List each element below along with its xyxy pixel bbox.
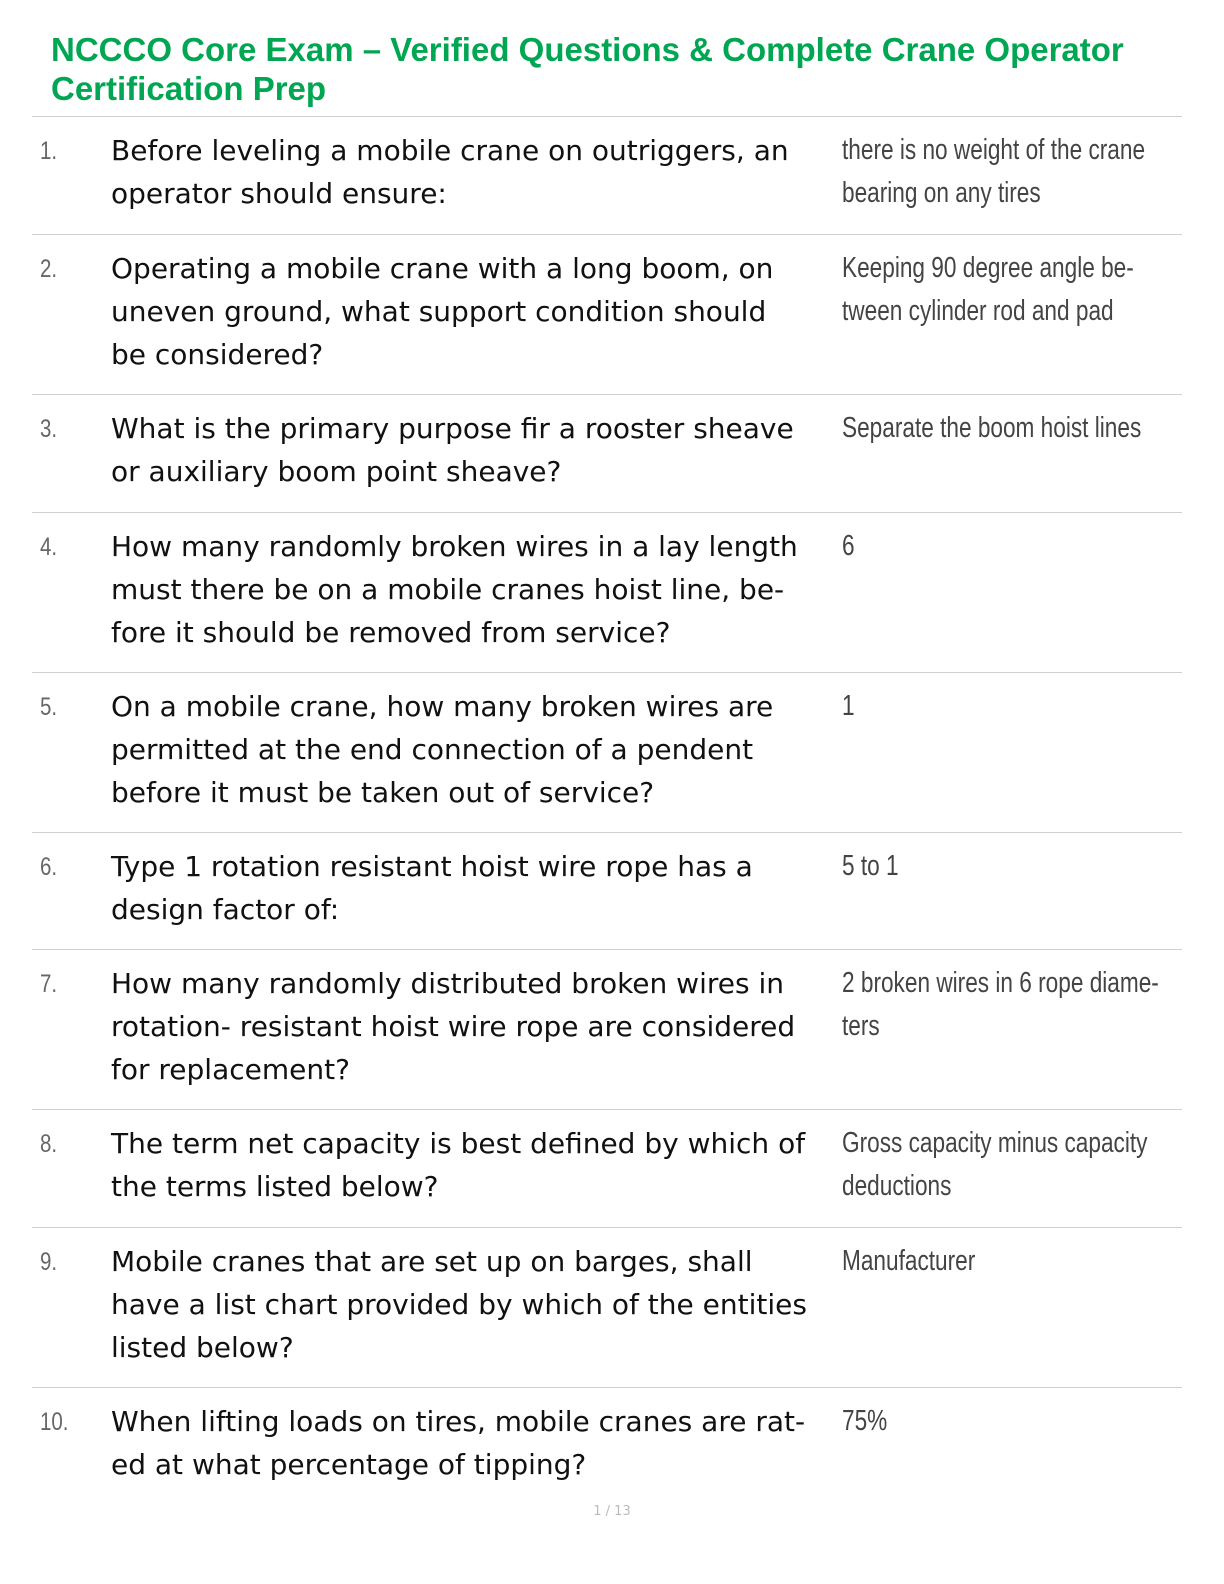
answer-line: ters xyxy=(842,1010,880,1042)
answer-line: there is no weight of the crane xyxy=(842,134,1146,166)
question-row xyxy=(32,672,1182,832)
question-line: Operating a mobile crane with a long boom, on xyxy=(111,252,774,285)
question-text xyxy=(111,1240,841,1369)
answer-line: deductions xyxy=(842,1170,952,1202)
question-line: What is the primary purpose fir a rooster sheave xyxy=(111,412,794,445)
answer-line: Gross capacity minus capacity xyxy=(842,1127,1148,1159)
question-text xyxy=(111,525,841,654)
question-row xyxy=(32,832,1182,949)
question-row xyxy=(32,1109,1182,1227)
page-title xyxy=(51,30,1216,108)
question-row xyxy=(32,512,1182,672)
question-list xyxy=(32,116,1182,1497)
question-text xyxy=(111,845,841,931)
answer-text xyxy=(842,525,1107,568)
question-line: the terms listed below? xyxy=(111,1170,439,1203)
question-line: How many randomly broken wires in a lay length xyxy=(111,530,798,563)
answer-line: 75% xyxy=(842,1405,888,1437)
question-line: On a mobile crane, how many broken wires are xyxy=(111,690,774,723)
answer-line: 5 to 1 xyxy=(842,850,899,882)
answer-text xyxy=(842,845,1107,888)
question-line: Mobile cranes that are set up on barges, shall xyxy=(111,1245,753,1278)
question-number: 9. xyxy=(40,1248,58,1276)
question-line: before it must be taken out of service? xyxy=(111,776,655,809)
question-number: 10. xyxy=(40,1408,69,1436)
question-line: When lifting loads on tires, mobile cranes are rat- xyxy=(111,1405,806,1438)
answer-line: 6 xyxy=(842,530,855,562)
question-line: be considered? xyxy=(111,338,324,371)
answer-line: Manufacturer xyxy=(842,1245,976,1277)
question-text xyxy=(111,407,841,493)
question-line: uneven ground, what support condition should xyxy=(111,295,767,328)
question-text xyxy=(111,962,841,1091)
answer-text xyxy=(842,247,1134,333)
question-line: have a list chart provided by which of the entities xyxy=(111,1288,807,1321)
answer-text xyxy=(842,962,1159,1048)
answer-line: Keeping 90 degree angle be- xyxy=(842,252,1134,284)
question-text xyxy=(111,685,841,814)
question-line: rotation- resistant hoist wire rope are considered xyxy=(111,1010,796,1043)
question-number: 2. xyxy=(40,255,58,283)
answer-text xyxy=(842,129,1146,215)
question-line: for replacement? xyxy=(111,1053,350,1086)
answer-line: Separate the boom hoist lines xyxy=(842,412,1142,444)
question-text xyxy=(111,129,841,215)
question-text xyxy=(111,1400,841,1486)
answer-line: bearing on any tires xyxy=(842,177,1041,209)
answer-line: 1 xyxy=(842,690,855,722)
question-row xyxy=(32,1387,1182,1497)
title-line-2: Certification Prep xyxy=(51,70,327,107)
answer-text xyxy=(842,1400,1107,1443)
question-number: 3. xyxy=(40,415,58,443)
answer-text xyxy=(842,1122,1148,1208)
question-number: 4. xyxy=(40,533,58,561)
question-row xyxy=(32,234,1182,394)
answer-text xyxy=(842,685,1107,728)
question-number: 1. xyxy=(40,137,58,165)
question-line: Type 1 rotation resistant hoist wire rope has a xyxy=(111,850,753,883)
question-line: fore it should be removed from service? xyxy=(111,616,671,649)
question-number: 8. xyxy=(40,1130,58,1158)
answer-line: 2 broken wires in 6 rope diame- xyxy=(842,967,1159,999)
question-text xyxy=(111,1122,841,1208)
question-row xyxy=(32,116,1182,234)
page-number: 1 / 13 xyxy=(593,1504,631,1519)
question-number: 6. xyxy=(40,853,58,881)
answer-line: tween cylinder rod and pad xyxy=(842,295,1114,327)
question-line: Before leveling a mobile crane on outriggers, an xyxy=(111,134,789,167)
question-line: The term net capacity is best defined by which of xyxy=(111,1127,806,1160)
question-line: or auxiliary boom point sheave? xyxy=(111,455,562,488)
question-line: must there be on a mobile cranes hoist line, be- xyxy=(111,573,785,606)
question-line: permitted at the end connection of a pendent xyxy=(111,733,754,766)
question-line: design factor of: xyxy=(111,893,340,926)
answer-text xyxy=(842,1240,1107,1283)
question-row xyxy=(32,949,1182,1109)
question-row xyxy=(32,394,1182,512)
question-line: listed below? xyxy=(111,1331,294,1364)
answer-text xyxy=(842,407,1142,450)
question-number: 5. xyxy=(40,693,58,721)
question-line: ed at what percentage of tipping? xyxy=(111,1448,587,1481)
question-line: How many randomly distributed broken wires in xyxy=(111,967,784,1000)
title-line-1: NCCCO Core Exam – Verified Questions & Complete Crane Operator xyxy=(51,31,1124,68)
question-text xyxy=(111,247,841,376)
question-row xyxy=(32,1227,1182,1387)
question-line: operator should ensure: xyxy=(111,177,447,210)
question-number: 7. xyxy=(40,970,58,998)
